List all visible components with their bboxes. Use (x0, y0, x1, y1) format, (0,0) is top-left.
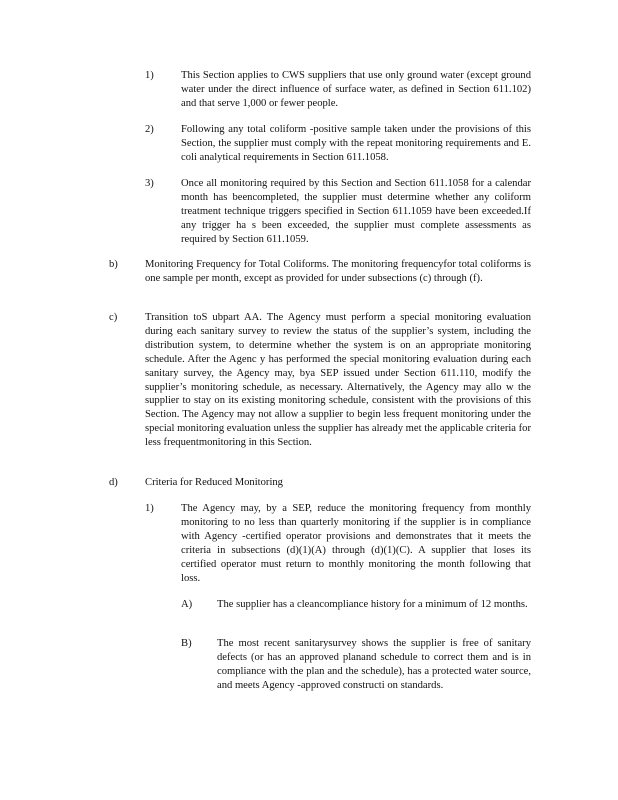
item-label: 3) (145, 178, 154, 189)
item-label: c) (109, 312, 118, 323)
item-label: 1) (145, 70, 154, 81)
item-text: Following any total coliform -positive sample taken under the provisions of this Section, the supplier must comply with the repeat monitoring requirements and E. coli analytical requirements in Section 611.1058. (181, 124, 531, 163)
item-text: This Section applies to CWS suppliers that use only ground water (except ground water under the direct influence of surface water, as defined in Section 611.102) and that serve 1,000 or fewer people. (181, 70, 531, 109)
item-text: The Agency may, by a SEP, reduce the monitoring frequency from monthly monitoring to no less than quarterly monitoring if the supplier is in compliance with Agency -certified operator provisions and demonstrates that it meets the criteria in subsections (d)(1)(A) through (d)(1)(C). A supplier that loses its certified operator must return to monthly monitoring the month following that loss. (181, 503, 531, 584)
item-text: The most recent sanitarysurvey shows the supplier is free of sanitary defects (or has an approved planand schedule to correct them and is in compliance with the plan and the schedule), has a protected water source, and meets Agency -approved constructi on standards. (217, 638, 531, 691)
item-label: d) (109, 477, 118, 488)
item-label: b) (109, 259, 118, 270)
item-text: The supplier has a cleancompliance history for a minimum of 12 months. (217, 599, 528, 610)
item-label: A) (181, 599, 193, 610)
item-text: Transition toS ubpart AA. The Agency must perform a special monitoring evaluation during each sanitary survey to review the status of the supplier’s system, including the distribution system, to determine whether the system is on an appropriate monitoring schedule. After the Agenc y has performed the special monitoring evaluation during each sanitary survey, the Agency may, bya SEP issued under Section 611.110, modify the supplier’s monitoring schedule, as necessary. Alternatively, the Agency may allo w the supplier to stay on its existing monitoring schedule, consistent with the provisions of this Section. The Agency may not allow a supplier to begin less frequent monitoring under the special monitoring evaluation unless the supplier has already met the applicable criteria for less frequentmonitoring in this Section. (145, 312, 531, 449)
item-label: 1) (145, 503, 154, 514)
item-text: Monitoring Frequency for Total Coliforms. The monitoring frequencyfor total coliforms is one sample per month, except as provided for under subsections (c) through (f). (145, 259, 531, 284)
item-label: B) (181, 638, 192, 649)
item-label: 2) (145, 124, 154, 135)
item-text: Once all monitoring required by this Section and Section 611.1058 for a calendar month has beencompleted, the supplier must determine whether any coliform treatment technique triggers specified in Section 611.1059 have been exceeded.If any trigger ha s been exceeded, the supplier must complete assessments as required by Section 611.1059. (181, 178, 531, 245)
item-text: Criteria for Reduced Monitoring (145, 477, 283, 488)
